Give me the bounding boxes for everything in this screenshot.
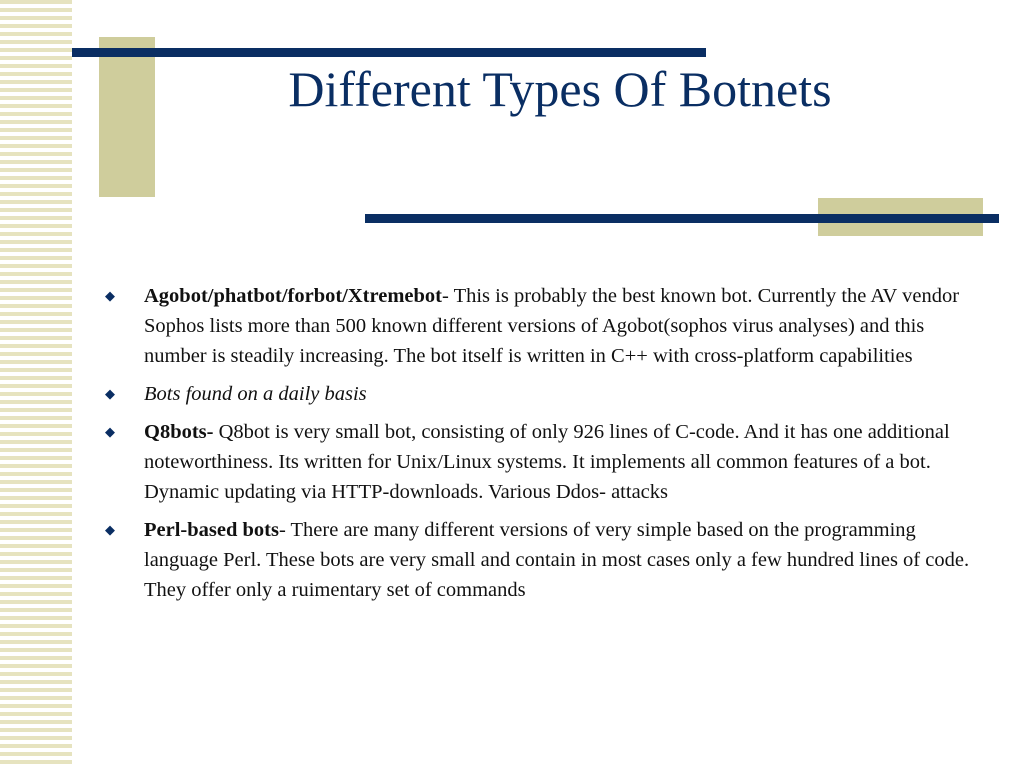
title-rule-bottom: [365, 214, 999, 223]
bullet-term: Q8bots-: [144, 421, 214, 443]
bullet-text: Q8bot is very small bot, consisting of only 926 lines of C-code. And it has one additional noteworthiness. Its written for Unix/Linux systems. It implements all common features of a bot. Dynamic updating via HTTP-downloads. Various Ddos- attacks: [144, 421, 950, 503]
bullet-item-agobot: [105, 281, 985, 371]
diamond-bullet-icon: ◆: [105, 522, 115, 537]
diamond-bullet-icon: ◆: [105, 424, 115, 439]
bullet-term: Perl-based bots: [144, 519, 279, 541]
slide-title: Different Types Of Botnets: [288, 61, 832, 117]
bullet-text: Bots found on a daily basis: [144, 383, 367, 405]
title-rule-top: [72, 48, 706, 57]
accent-block-top: [99, 37, 155, 197]
bullet-item-q8bots: [105, 417, 985, 507]
bullet-item-perl-bots: [105, 515, 985, 605]
decorative-stripes: [0, 0, 72, 768]
diamond-bullet-icon: ◆: [105, 288, 115, 303]
bullet-term: Agobot/phatbot/forbot/Xtremebot: [144, 285, 442, 307]
bullet-text: - This is probably the best known bot. Currently the AV vendor Sophos lists more than 500 known different versions of Agobot(sophos virus analyses) and this number is steadily increasing. The bot itself is written in C++ with cross-platform capabilities: [144, 285, 960, 367]
bullet-text: - There are many different versions of very simple based on the programming language Perl. These bots are very small and contain in most cases only a few hundred lines of code. They offer only a ruimentary set of commands: [144, 519, 970, 601]
bullet-list: [105, 281, 985, 613]
diamond-bullet-icon: ◆: [105, 386, 115, 401]
bullet-item-daily-bots: [105, 379, 985, 409]
